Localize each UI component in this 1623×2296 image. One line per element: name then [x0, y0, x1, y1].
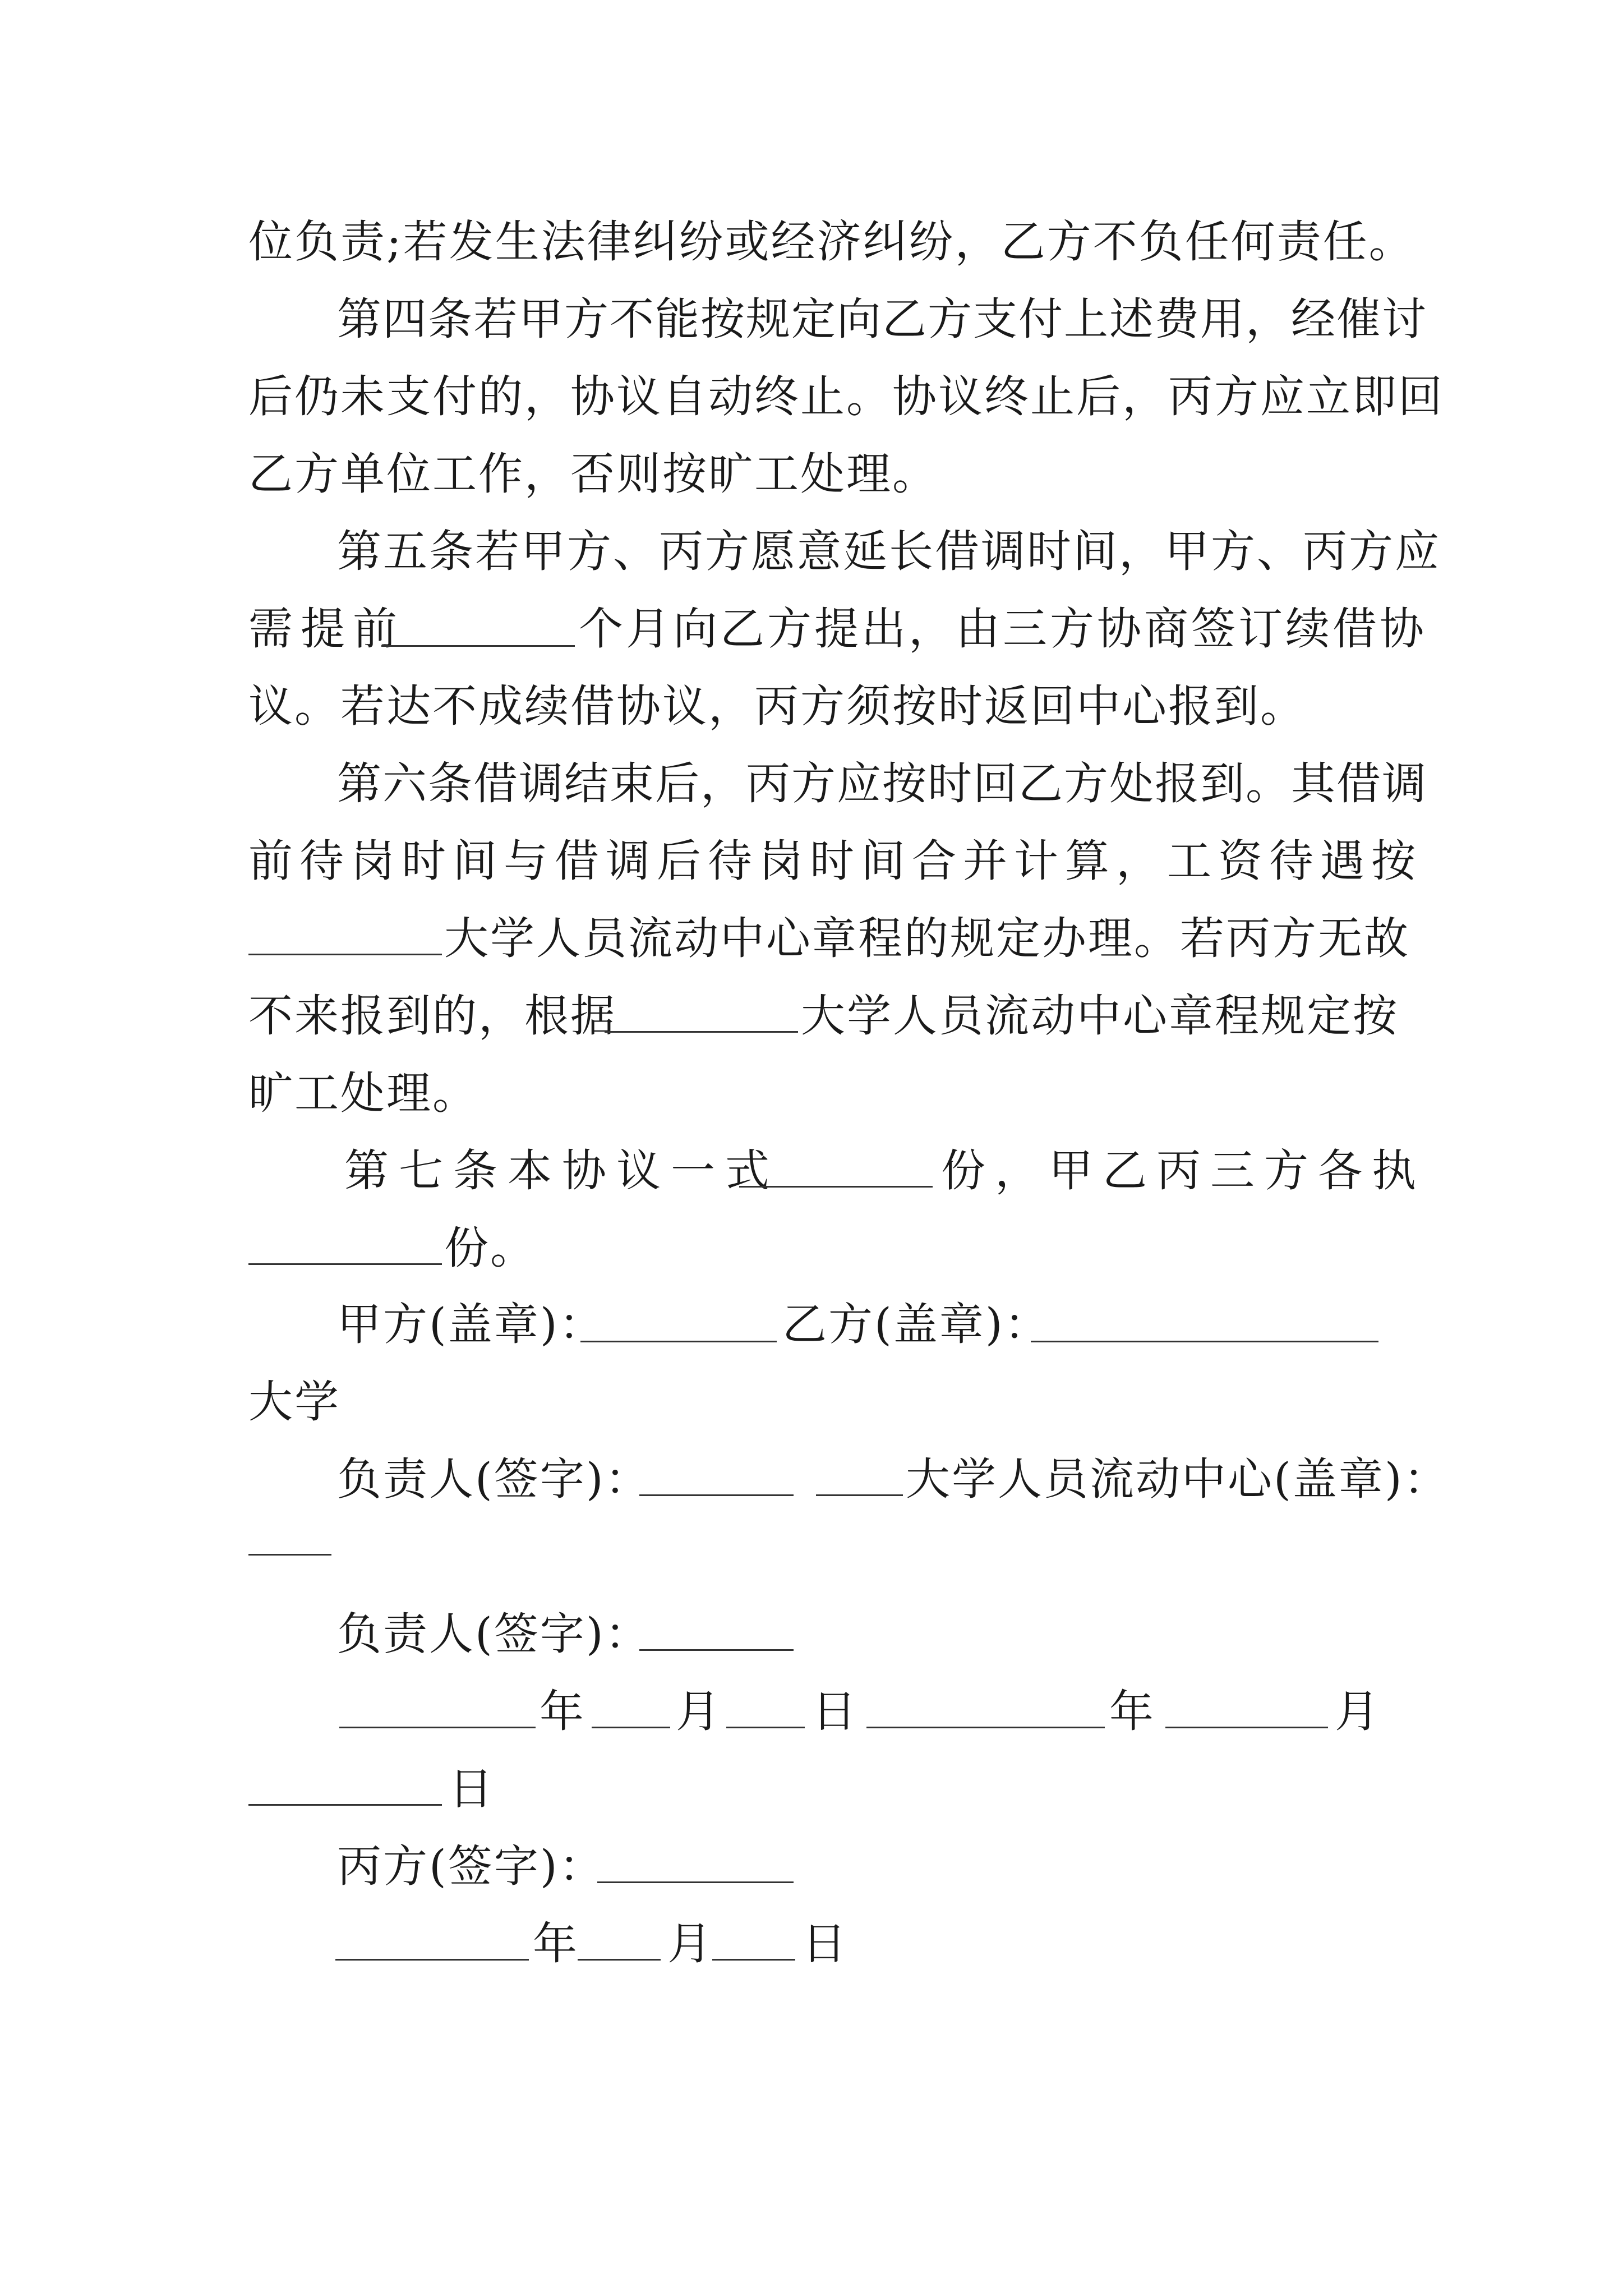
text-line: 旷工处理。 — [248, 1068, 478, 1119]
text-line: 个月向乙方提出，由三方协商签订续借协 — [579, 603, 1427, 655]
day-label: 日 — [449, 1763, 493, 1815]
text-line: 大学人员流动中心章程的规定办理。若丙方无故 — [444, 913, 1410, 964]
month-label: 月 — [676, 1686, 720, 1737]
month-blank — [1165, 1727, 1328, 1728]
month-blank — [578, 1959, 661, 1961]
responsible-signature-blank — [639, 1649, 794, 1651]
year-label: 年 — [1109, 1686, 1154, 1737]
text-line: 第六条借调结束后，丙方应按时回乙方处报到。其借调 — [337, 758, 1427, 809]
year-label: 年 — [540, 1686, 584, 1737]
month-label: 月 — [1335, 1686, 1379, 1737]
party-b-seal-blank — [1031, 1341, 1378, 1342]
blank-copies-each — [248, 1263, 442, 1265]
year-blank — [335, 1959, 529, 1961]
responsible-person-label: 负责人(签字)： — [337, 1453, 651, 1505]
text-line: 位负责;若发生法律纠纷或经济纠纷，乙方不负任何责任。 — [248, 216, 1415, 268]
day-label: 日 — [802, 1918, 846, 1970]
party-c-signature-blank — [597, 1881, 794, 1883]
text-line: 份。 — [444, 1222, 536, 1274]
year-blank — [866, 1727, 1105, 1728]
text-line: 大学人员流动中心章程规定按 — [801, 990, 1399, 1042]
month-label: 月 — [667, 1918, 712, 1970]
year-label: 年 — [533, 1918, 577, 1970]
center-seal-blank — [248, 1554, 331, 1556]
day-blank — [248, 1804, 442, 1806]
text-line: 第四条若甲方不能按规定向乙方支付上述费用，经催讨 — [337, 293, 1427, 345]
text-line: 议。若达不成续借协议，丙方须按时返回中心报到。 — [248, 680, 1306, 732]
responsible-person-label: 负责人(签字)： — [337, 1608, 651, 1660]
day-label: 日 — [812, 1686, 856, 1737]
year-blank — [339, 1727, 536, 1728]
text-line: 大学 — [248, 1376, 340, 1428]
party-b-label: 乙方(盖章)： — [782, 1299, 1050, 1350]
center-seal-label: 大学人员流动中心(盖章)： — [906, 1453, 1450, 1505]
text-line: 乙方单位工作，否则按旷工处理。 — [248, 448, 938, 500]
text-line: 不来报到的，根据 — [248, 990, 616, 1042]
blank-university — [605, 1031, 798, 1033]
text-line: 需提前 — [248, 603, 405, 655]
party-a-label: 甲方(盖章)： — [337, 1299, 605, 1350]
text-line: 第五条若甲方、丙方愿意延长借调时间，甲方、丙方应 — [337, 526, 1441, 577]
text-line: 前待岗时间与借调后待岗时间合并计算，工资待遇按 — [248, 835, 1422, 887]
text-line: 后仍未支付的，协议自动终止。协议终止后，丙方应立即回 — [248, 371, 1444, 422]
responsible-signature-blank — [639, 1494, 794, 1496]
day-blank — [712, 1959, 795, 1961]
text-line: 份，甲乙丙三方各执 — [941, 1145, 1426, 1197]
blank-university — [248, 954, 442, 955]
blank-months — [381, 645, 575, 647]
party-c-label: 丙方(签字)： — [337, 1841, 605, 1892]
center-name-blank — [816, 1494, 903, 1496]
text-line: 第七条本协议一式 — [344, 1145, 780, 1197]
day-blank — [726, 1727, 805, 1728]
month-blank — [592, 1727, 670, 1728]
party-a-seal-blank — [580, 1341, 777, 1342]
blank-copies — [739, 1186, 933, 1188]
